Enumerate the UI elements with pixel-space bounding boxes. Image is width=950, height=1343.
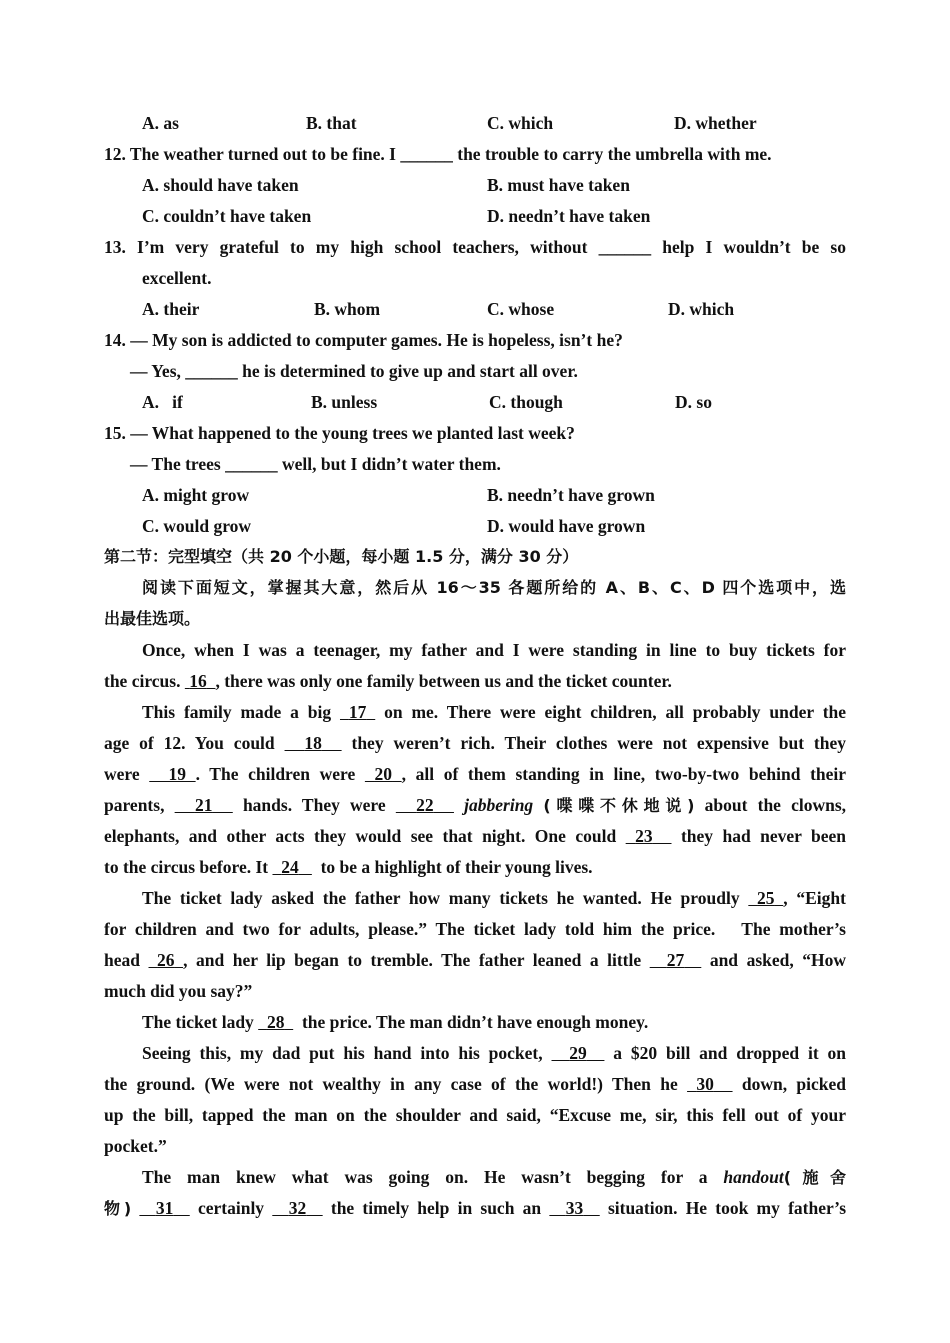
- text-span: , “Eight: [783, 888, 846, 908]
- option-a: A. if: [142, 392, 183, 412]
- blank-number: 32: [288, 1198, 307, 1218]
- text-span: age of 12. You could: [104, 733, 275, 753]
- blank-31: [139, 1198, 189, 1218]
- gloss: (施舍: [783, 1168, 847, 1187]
- blank-30: [687, 1074, 732, 1094]
- blank-number: 30: [696, 1074, 714, 1094]
- blank-number: 24: [281, 857, 299, 877]
- question-15: 15. — What happened to the young trees we planted last week?: [104, 423, 575, 443]
- blank-21: [175, 795, 233, 815]
- text-span: to be a highlight of their young lives.: [320, 857, 593, 877]
- text-span: . The children were: [195, 764, 356, 784]
- gloss: 物): [104, 1199, 132, 1218]
- text-span: The man knew what was going on. He wasn’t begging for a: [142, 1167, 708, 1187]
- text-span: , all of them standing in line, two-by-two behind their: [401, 764, 847, 784]
- passage-line: [104, 825, 846, 847]
- option-b: B. must have taken: [487, 175, 630, 195]
- section-instruction-cont: 出最佳选项。: [104, 609, 201, 628]
- passage-line: much did you say?”: [104, 981, 253, 1001]
- option-d: D. whether: [674, 113, 757, 133]
- blank-16: [185, 671, 216, 691]
- text-span: to the circus before. It: [104, 857, 269, 877]
- blank-28: [258, 1012, 293, 1032]
- blank-number: 26: [157, 950, 175, 970]
- text-span: , there was only one family between us and the ticket counter.: [215, 671, 672, 691]
- option-c: C. which: [487, 113, 554, 133]
- passage-line: [104, 1197, 846, 1220]
- passage-line: [142, 1011, 648, 1033]
- blank-25: [748, 888, 783, 908]
- passage-line: up the bill, tapped the man on the shoulder and said, “Excuse me, sir, this fell out of your: [104, 1105, 846, 1125]
- blank-number: 16: [189, 671, 207, 691]
- text-span: certainly: [197, 1198, 265, 1218]
- passage-line: [142, 1042, 846, 1064]
- text-span: the ground. (We were not wealthy in any case of the world!) Then he: [104, 1074, 678, 1094]
- option-a: A. should have taken: [142, 175, 299, 195]
- passage-line: [142, 887, 846, 909]
- passage-line: [104, 732, 846, 754]
- option-d: D. which: [668, 299, 735, 319]
- blank-18: [285, 733, 342, 753]
- text-span: on me. There were eight children, all probably under the: [384, 702, 847, 722]
- option-d: D. would have grown: [487, 516, 646, 536]
- passage-line: pocket.”: [104, 1136, 167, 1156]
- text-span: parents,: [104, 795, 165, 815]
- passage-line: [104, 794, 846, 817]
- passage-line: Once, when I was a teenager, my father and I were standing in line to buy tickets for: [142, 640, 846, 660]
- blank-27: [650, 950, 702, 970]
- question-13-cont: excellent.: [142, 268, 212, 288]
- text-span: elephants, and other acts they would see that night. One could: [104, 826, 617, 846]
- italic-word: handout: [723, 1167, 784, 1187]
- passage-line: [142, 701, 846, 723]
- italic-word: jabbering: [464, 795, 534, 815]
- question-13: 13. I’m very grateful to my high school teachers, without ______ help I wouldn’t be so: [104, 237, 846, 257]
- text-span: Seeing this, my dad put his hand into his pocket,: [142, 1043, 543, 1063]
- text-span: the price. The man didn’t have enough money.: [301, 1012, 649, 1032]
- text-span: down, picked: [741, 1074, 847, 1094]
- question-15-reply: — The trees ______ well, but I didn’t water them.: [130, 454, 501, 474]
- text-span: about the clowns,: [704, 795, 847, 815]
- passage-line: [104, 1073, 846, 1095]
- blank-number: 28: [266, 1012, 285, 1032]
- option-d: D. so: [675, 392, 712, 412]
- blank-number: 17: [348, 702, 367, 722]
- option-c: C. would grow: [142, 516, 252, 536]
- option-b: B. unless: [311, 392, 378, 412]
- blank-20: [365, 764, 402, 784]
- text-span: , and her lip began to tremble. The father leaned a little: [183, 950, 642, 970]
- text-span: hands. They were: [242, 795, 386, 815]
- passage-line: [104, 856, 593, 878]
- text-span: they had never been: [680, 826, 847, 846]
- section-instruction: 阅读下面短文，掌握其大意，然后从 16～35 各题所给的 A、B、C、D 四个选项中，选: [142, 578, 846, 597]
- option-c: C. though: [489, 392, 563, 412]
- passage-line: [104, 670, 672, 692]
- option-a: A. as: [142, 113, 179, 133]
- blank-number: 19: [168, 764, 186, 784]
- option-d: D. needn’t have taken: [487, 206, 651, 226]
- blank-23: [626, 826, 672, 846]
- text-span: were: [104, 764, 140, 784]
- blank-number: 18: [304, 733, 322, 753]
- text-span: and asked, “How: [709, 950, 847, 970]
- question-12: 12. The weather turned out to be fine. I ______ the trouble to carry the umbrella with me.: [104, 144, 772, 164]
- blank-29: [552, 1043, 605, 1063]
- blank-number: 33: [565, 1198, 584, 1218]
- option-b: B. that: [306, 113, 357, 133]
- blank-19: [149, 764, 195, 784]
- option-a: A. their: [142, 299, 200, 319]
- text-span: the circus.: [104, 671, 181, 691]
- option-a: A. might grow: [142, 485, 250, 505]
- blank-26: [149, 950, 184, 970]
- text-span: This family made a big: [142, 702, 332, 722]
- text-span: the timely help in such an: [330, 1198, 542, 1218]
- option-b: B. needn’t have grown: [487, 485, 655, 505]
- text-span: they weren’t rich. Their clothes were not expensive but they: [351, 733, 847, 753]
- blank-24: [272, 857, 311, 877]
- passage-line: for children and two for adults, please.” The ticket lady told him the price. The mother’s: [104, 919, 846, 939]
- text-span: situation. He took my father’s: [607, 1198, 847, 1218]
- blank-33: [549, 1198, 599, 1218]
- question-14-reply: — Yes, ______ he is determined to give up and start all over.: [130, 361, 578, 381]
- blank-32: [272, 1198, 322, 1218]
- blank-22: [396, 795, 454, 815]
- text-span: a $20 bill and dropped it on: [613, 1043, 847, 1063]
- text-span: The ticket lady asked the father how many tickets he wanted. He proudly: [142, 888, 740, 908]
- blank-number: 29: [569, 1043, 587, 1063]
- blank-number: 20: [374, 764, 393, 784]
- option-c: C. whose: [487, 299, 555, 319]
- section-title: 第二节：完型填空（共 20 个小题，每小题 1.5 分，满分 30 分）: [104, 547, 579, 566]
- blank-number: 22: [416, 795, 434, 815]
- text-span: head: [104, 950, 140, 970]
- blank-number: 23: [635, 826, 653, 846]
- option-c: C. couldn’t have taken: [142, 206, 312, 226]
- blank-number: 25: [757, 888, 775, 908]
- passage-line: [142, 1166, 846, 1189]
- text-span: The ticket lady: [142, 1012, 254, 1032]
- blank-number: 21: [194, 795, 213, 815]
- blank-17: [340, 702, 375, 722]
- option-b: B. whom: [314, 299, 381, 319]
- passage-line: [104, 763, 846, 785]
- blank-number: 31: [155, 1198, 174, 1218]
- passage-line: [104, 949, 846, 971]
- gloss: (喋喋不休地说): [543, 796, 695, 815]
- blank-number: 27: [666, 950, 685, 970]
- question-14: 14. — My son is addicted to computer games. He is hopeless, isn’t he?: [104, 330, 623, 350]
